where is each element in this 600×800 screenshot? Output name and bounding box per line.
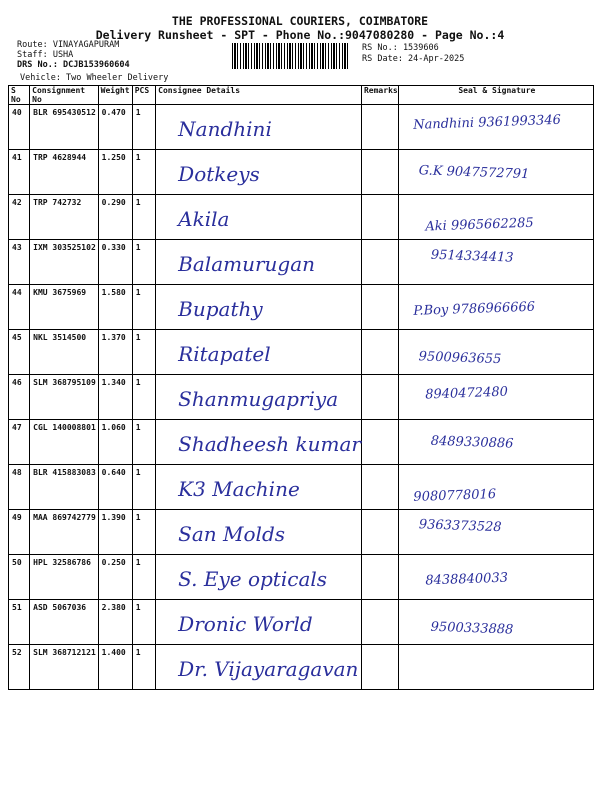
remarks-cell <box>361 645 398 690</box>
meta-right <box>362 43 464 65</box>
consignee-cell <box>156 465 362 510</box>
pcs-cell: 1 <box>132 330 155 375</box>
weight-cell: 1.400 <box>98 645 132 690</box>
consignment-cell: SLM 368795109 <box>30 375 99 420</box>
col-sno: S No <box>9 86 30 105</box>
weight-cell: 2.380 <box>98 600 132 645</box>
signature-cell <box>398 330 593 375</box>
signature-cell <box>398 375 593 420</box>
signature-handwriting: 8438840033 <box>424 570 508 589</box>
col-pcs: PCS <box>132 86 155 105</box>
consignee-cell <box>156 240 362 285</box>
weight-cell: 0.640 <box>98 465 132 510</box>
col-weight: Weight <box>98 86 132 105</box>
signature-handwriting: 8489330886 <box>430 433 514 452</box>
signature-cell <box>398 195 593 240</box>
remarks-cell <box>361 600 398 645</box>
pcs-cell: 1 <box>132 510 155 555</box>
consignment-cell: ASD 5067036 <box>30 600 99 645</box>
consignment-cell: HPL 32586786 <box>30 555 99 600</box>
remarks-cell <box>361 150 398 195</box>
weight-cell: 1.250 <box>98 150 132 195</box>
sno-cell: 42 <box>9 195 30 240</box>
table-row <box>9 375 594 420</box>
signature-cell <box>398 105 593 150</box>
signature-cell <box>398 600 593 645</box>
consignment-cell: BLR 415883083 <box>30 465 99 510</box>
sno-cell: 45 <box>9 330 30 375</box>
rs-number: RS No.: 1539606 <box>362 43 439 53</box>
consignee-handwriting: Balamurugan <box>178 252 316 276</box>
consignee-handwriting: Dotkeys <box>178 162 260 186</box>
staff-label: Staff: USHA <box>17 50 74 60</box>
consignee-handwriting: K3 Machine <box>178 477 300 501</box>
signature-handwriting: 9500333888 <box>430 619 514 638</box>
consignee-cell <box>156 150 362 195</box>
signature-handwriting: 9363373528 <box>418 517 502 536</box>
pcs-cell: 1 <box>132 420 155 465</box>
signature-handwriting: 8940472480 <box>424 384 508 403</box>
signature-handwriting: 9500963655 <box>418 349 502 368</box>
pcs-cell: 1 <box>132 195 155 240</box>
remarks-cell <box>361 330 398 375</box>
sno-cell: 48 <box>9 465 30 510</box>
table-row <box>9 555 594 600</box>
pcs-cell: 1 <box>132 240 155 285</box>
table-row <box>9 285 594 330</box>
remarks-cell <box>361 375 398 420</box>
signature-cell <box>398 150 593 195</box>
remarks-cell <box>361 285 398 330</box>
pcs-cell: 1 <box>132 645 155 690</box>
consignee-cell <box>156 285 362 330</box>
consignee-handwriting: Akila <box>178 207 230 231</box>
consignee-cell <box>156 420 362 465</box>
signature-handwriting: P.Boy 9786966666 <box>412 299 536 319</box>
consignment-cell: CGL 140008801 <box>30 420 99 465</box>
weight-cell: 1.340 <box>98 375 132 420</box>
sheet-title: THE PROFESSIONAL COURIERS, COIMBATORE <box>171 14 429 28</box>
table-row <box>9 465 594 510</box>
table-row <box>9 330 594 375</box>
consignee-cell <box>156 645 362 690</box>
sno-cell: 52 <box>9 645 30 690</box>
sno-cell: 46 <box>9 375 30 420</box>
remarks-cell <box>361 195 398 240</box>
drs-label: DRS No.: DCJB153960604 <box>17 60 130 70</box>
consignment-cell: NKL 3514500 <box>30 330 99 375</box>
consignee-handwriting: Nandhini <box>178 117 272 141</box>
consignee-cell <box>156 555 362 600</box>
signature-cell <box>398 420 593 465</box>
consignment-cell: MAA 869742779 <box>30 510 99 555</box>
pcs-cell: 1 <box>132 600 155 645</box>
signature-handwriting: Aki 9965662285 <box>424 215 534 235</box>
table-row <box>9 150 594 195</box>
pcs-cell: 1 <box>132 105 155 150</box>
pcs-cell: 1 <box>132 285 155 330</box>
weight-cell: 1.060 <box>98 420 132 465</box>
sno-cell: 44 <box>9 285 30 330</box>
sno-cell: 40 <box>9 105 30 150</box>
remarks-cell <box>361 510 398 555</box>
table-header-row <box>9 86 594 105</box>
weight-cell: 0.470 <box>98 105 132 150</box>
consignment-cell: TRP 4628944 <box>30 150 99 195</box>
consignee-handwriting: Bupathy <box>178 297 263 321</box>
signature-handwriting <box>399 642 594 659</box>
consignee-handwriting: Ritapatel <box>178 342 271 366</box>
consignment-cell: KMU 3675969 <box>30 285 99 330</box>
pcs-cell: 1 <box>132 375 155 420</box>
route-label: Route: VINAYAGAPURAM <box>17 40 120 50</box>
consignee-cell <box>156 105 362 150</box>
consignment-cell: IXM 303525102 <box>30 240 99 285</box>
signature-handwriting: 9514334413 <box>430 247 514 266</box>
consignee-cell <box>156 195 362 240</box>
weight-cell: 1.370 <box>98 330 132 375</box>
signature-cell <box>398 285 593 330</box>
remarks-cell <box>361 105 398 150</box>
consignment-cell: SLM 368712121 <box>30 645 99 690</box>
remarks-cell <box>361 465 398 510</box>
consignee-handwriting: San Molds <box>178 522 286 546</box>
sno-cell: 50 <box>9 555 30 600</box>
remarks-cell <box>361 555 398 600</box>
col-remarks: Remarks <box>361 86 398 105</box>
consignee-cell <box>156 510 362 555</box>
consignee-cell <box>156 600 362 645</box>
signature-cell <box>398 240 593 285</box>
sno-cell: 47 <box>9 420 30 465</box>
signature-handwriting: 9080778016 <box>412 487 497 505</box>
col-consignment: Consignment No <box>30 86 99 105</box>
sno-cell: 43 <box>9 240 30 285</box>
signature-handwriting: G.K 9047572791 <box>418 163 530 183</box>
consignee-handwriting: Dr. Vijayaragavan <box>178 657 359 681</box>
sno-cell: 49 <box>9 510 30 555</box>
signature-cell <box>398 645 593 690</box>
remarks-cell <box>361 420 398 465</box>
weight-cell: 0.330 <box>98 240 132 285</box>
remarks-cell <box>361 240 398 285</box>
pcs-cell: 1 <box>132 465 155 510</box>
weight-cell: 1.580 <box>98 285 132 330</box>
runsheet-table <box>8 85 594 690</box>
consignee-handwriting: Dronic World <box>178 612 313 636</box>
consignee-handwriting: Shadheesh kumar <box>178 432 361 456</box>
consignee-cell <box>156 330 362 375</box>
signature-cell <box>398 555 593 600</box>
weight-cell: 0.290 <box>98 195 132 240</box>
sheet-subtitle: Delivery Runsheet - SPT - Phone No.:9047080280 - Page No.:4 <box>95 28 505 42</box>
weight-cell: 1.390 <box>98 510 132 555</box>
consignment-cell: BLR 695430512 <box>30 105 99 150</box>
table-row <box>9 420 594 465</box>
col-consignee: Consignee Details <box>156 86 362 105</box>
consignee-handwriting: S. Eye opticals <box>178 567 328 591</box>
consignment-cell: TRP 742732 <box>30 195 99 240</box>
vehicle-label: Vehicle: Two Wheeler Delivery <box>20 73 169 83</box>
sno-cell: 41 <box>9 150 30 195</box>
table-row <box>9 240 594 285</box>
sno-cell: 51 <box>9 600 30 645</box>
weight-cell: 0.250 <box>98 555 132 600</box>
signature-cell <box>398 510 593 555</box>
meta-left <box>17 40 130 70</box>
table-row <box>9 645 594 690</box>
table-row <box>9 510 594 555</box>
rs-date: RS Date: 24-Apr-2025 <box>362 54 465 64</box>
pcs-cell: 1 <box>132 150 155 195</box>
col-signature: Seal & Signature <box>398 86 593 105</box>
consignee-cell <box>156 375 362 420</box>
signature-handwriting: Nandhini 9361993346 <box>412 112 561 133</box>
barcode <box>232 43 350 69</box>
table-row <box>9 600 594 645</box>
table-row <box>9 195 594 240</box>
pcs-cell: 1 <box>132 555 155 600</box>
consignee-handwriting: Shanmugapriya <box>178 387 339 411</box>
signature-cell <box>398 465 593 510</box>
table-row <box>9 105 594 150</box>
